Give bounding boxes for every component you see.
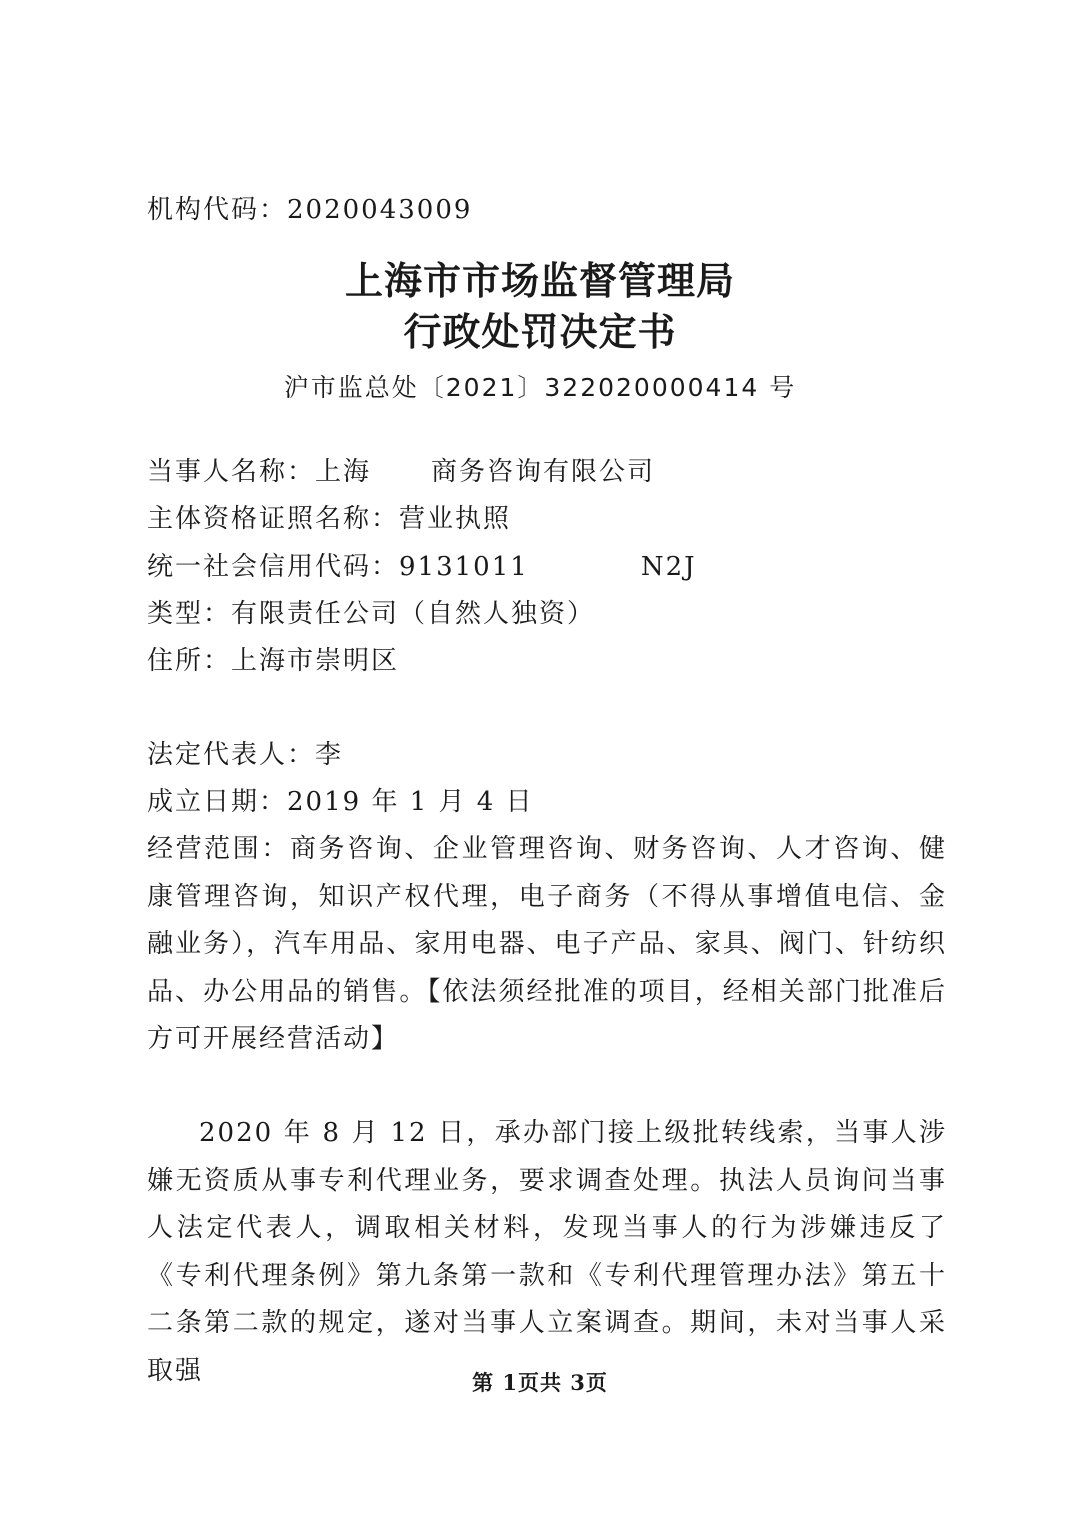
party-name-part2: 商务咨询有限公司 [431, 457, 656, 487]
license-label: 主体资格证照名称： [147, 504, 400, 534]
business-scope-label: 经营范围： [147, 834, 290, 864]
company-type-value: 有限责任公司（自然人独资） [231, 599, 596, 629]
company-type-label: 类型： [147, 599, 232, 629]
company-type-line [147, 598, 595, 630]
org-code-label: 机构代码： [147, 195, 288, 225]
address-label: 住所： [147, 646, 232, 676]
body-paragraph: 2020 年 8 月 12 日，承办部门接上级批转线索，当事人涉嫌无资质从事专利代理业务，要求调查处理。执法人员询问当事人法定代表人，调取相关材料，发现当事人的行为涉嫌违反了《专利代理条例》第九条第一款和《专利代理管理办法》第五十二条第二款的规定，遂对当事人立案调查。期间，未对当事人采取强 [147, 1118, 947, 1386]
credit-code-line [147, 551, 697, 583]
credit-code-part2: N2J [640, 552, 697, 582]
credit-code-part1: 9131011 [399, 552, 529, 582]
document-number: 沪市监总处〔2021〕322020000414 号 [283, 373, 797, 402]
legal-rep-label: 法定代表人： [147, 740, 316, 770]
org-code-line [147, 194, 472, 226]
license-value: 营业执照 [399, 504, 512, 534]
legal-rep-line [147, 739, 343, 771]
page-indicator: 第 1页共 3页 [472, 1370, 608, 1395]
document-title-agency: 上海市市场监督管理局 [344, 259, 735, 303]
legal-rep-value: 李 [315, 740, 344, 770]
document-title-type: 行政处罚决定书 [403, 310, 677, 354]
business-scope-text: 商务咨询、企业管理咨询、财务咨询、人才咨询、健康管理咨询，知识产权代理，电子商务（不得从事增值电信、金融业务），汽车用品、家用电器、电子产品、家具、阀门、针纺织品、办公用品的销售。【依法须经批准的项目，经相关部门批准后方可开展经营活动】 [147, 834, 947, 1054]
party-name-part1: 上海 [315, 457, 372, 487]
license-line [147, 503, 511, 535]
party-name-line [147, 456, 655, 488]
org-code-value: 2020043009 [287, 195, 473, 225]
established-line [147, 786, 534, 818]
party-name-label: 当事人名称： [147, 457, 316, 487]
credit-code-label: 统一社会信用代码： [147, 552, 400, 582]
business-scope [147, 826, 947, 1064]
established-value: 2019 年 1 月 4 日 [287, 787, 534, 817]
address-value: 上海市崇明区 [231, 646, 400, 676]
address-line [147, 645, 399, 677]
established-label: 成立日期： [147, 787, 288, 817]
